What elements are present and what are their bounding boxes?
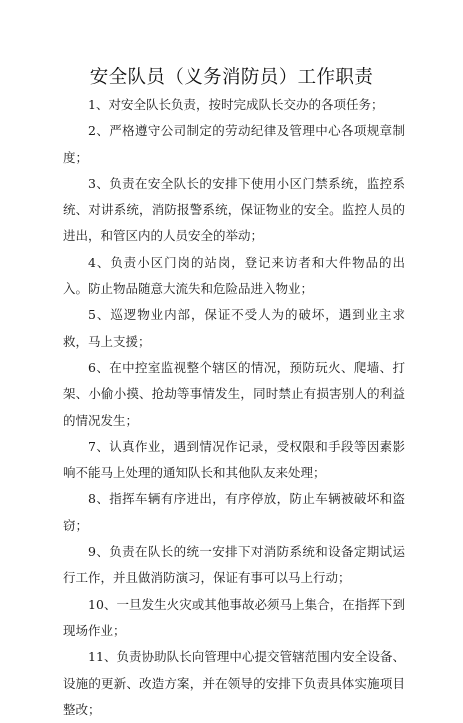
duty-item-10: 10、一旦发生火灾或其他事故必须马上集合，在指挥下到现场作业； [63,596,405,638]
duty-item-11: 11、负责协助队长向管理中心提交管辖范围内安全设备、设施的更新、改造方案，并在领导的安排下负责具体实施项目整改； [63,649,405,717]
duty-item-4: 4、负责小区门岗的站岗，登记来访者和大件物品的出入。防止物品随意大流失和危险品进入物业； [63,254,405,297]
duty-item-6: 6、在中控室监视整个辖区的情况，预防玩火、爬墙、打架、小偷小摸、抢劫等事情发生，同时禁止有损害别人的利益的情况发生； [63,359,405,428]
duty-item-9: 9、负责在队长的统一安排下对消防系统和设备定期试运行工作，并且做消防演习，保证有事可以马上行动； [63,544,405,586]
duty-item-1: 1、对安全队长负责，按时完成队长交办的各项任务； [88,97,384,112]
duty-item-5: 5、巡逻物业内部，保证不受人为的破坏，遇到业主求救，马上支援； [63,307,405,349]
duty-item-2: 2、严格遵守公司制定的劳动纪律及管理中心各项规章制度； [63,123,405,165]
duty-item-7: 7、认真作业，遇到情况作记录，受权限和手段等因素影响不能马上处理的通知队长和其他队友来处理； [63,438,405,481]
duty-item-8: 8、指挥车辆有序进出，有序停放，防止车辆被破坏和盗窃； [63,491,405,533]
document-title: 安全队员（义务消防员）工作职责 [89,67,374,88]
duty-item-3: 3、负责在安全队长的安排下使用小区门禁系统，监控系统、对讲系统，消防报警系统，保证物业的安全。监控人员的进出，和管区内的人员安全的举动； [63,175,405,244]
duty-list [63,92,405,723]
